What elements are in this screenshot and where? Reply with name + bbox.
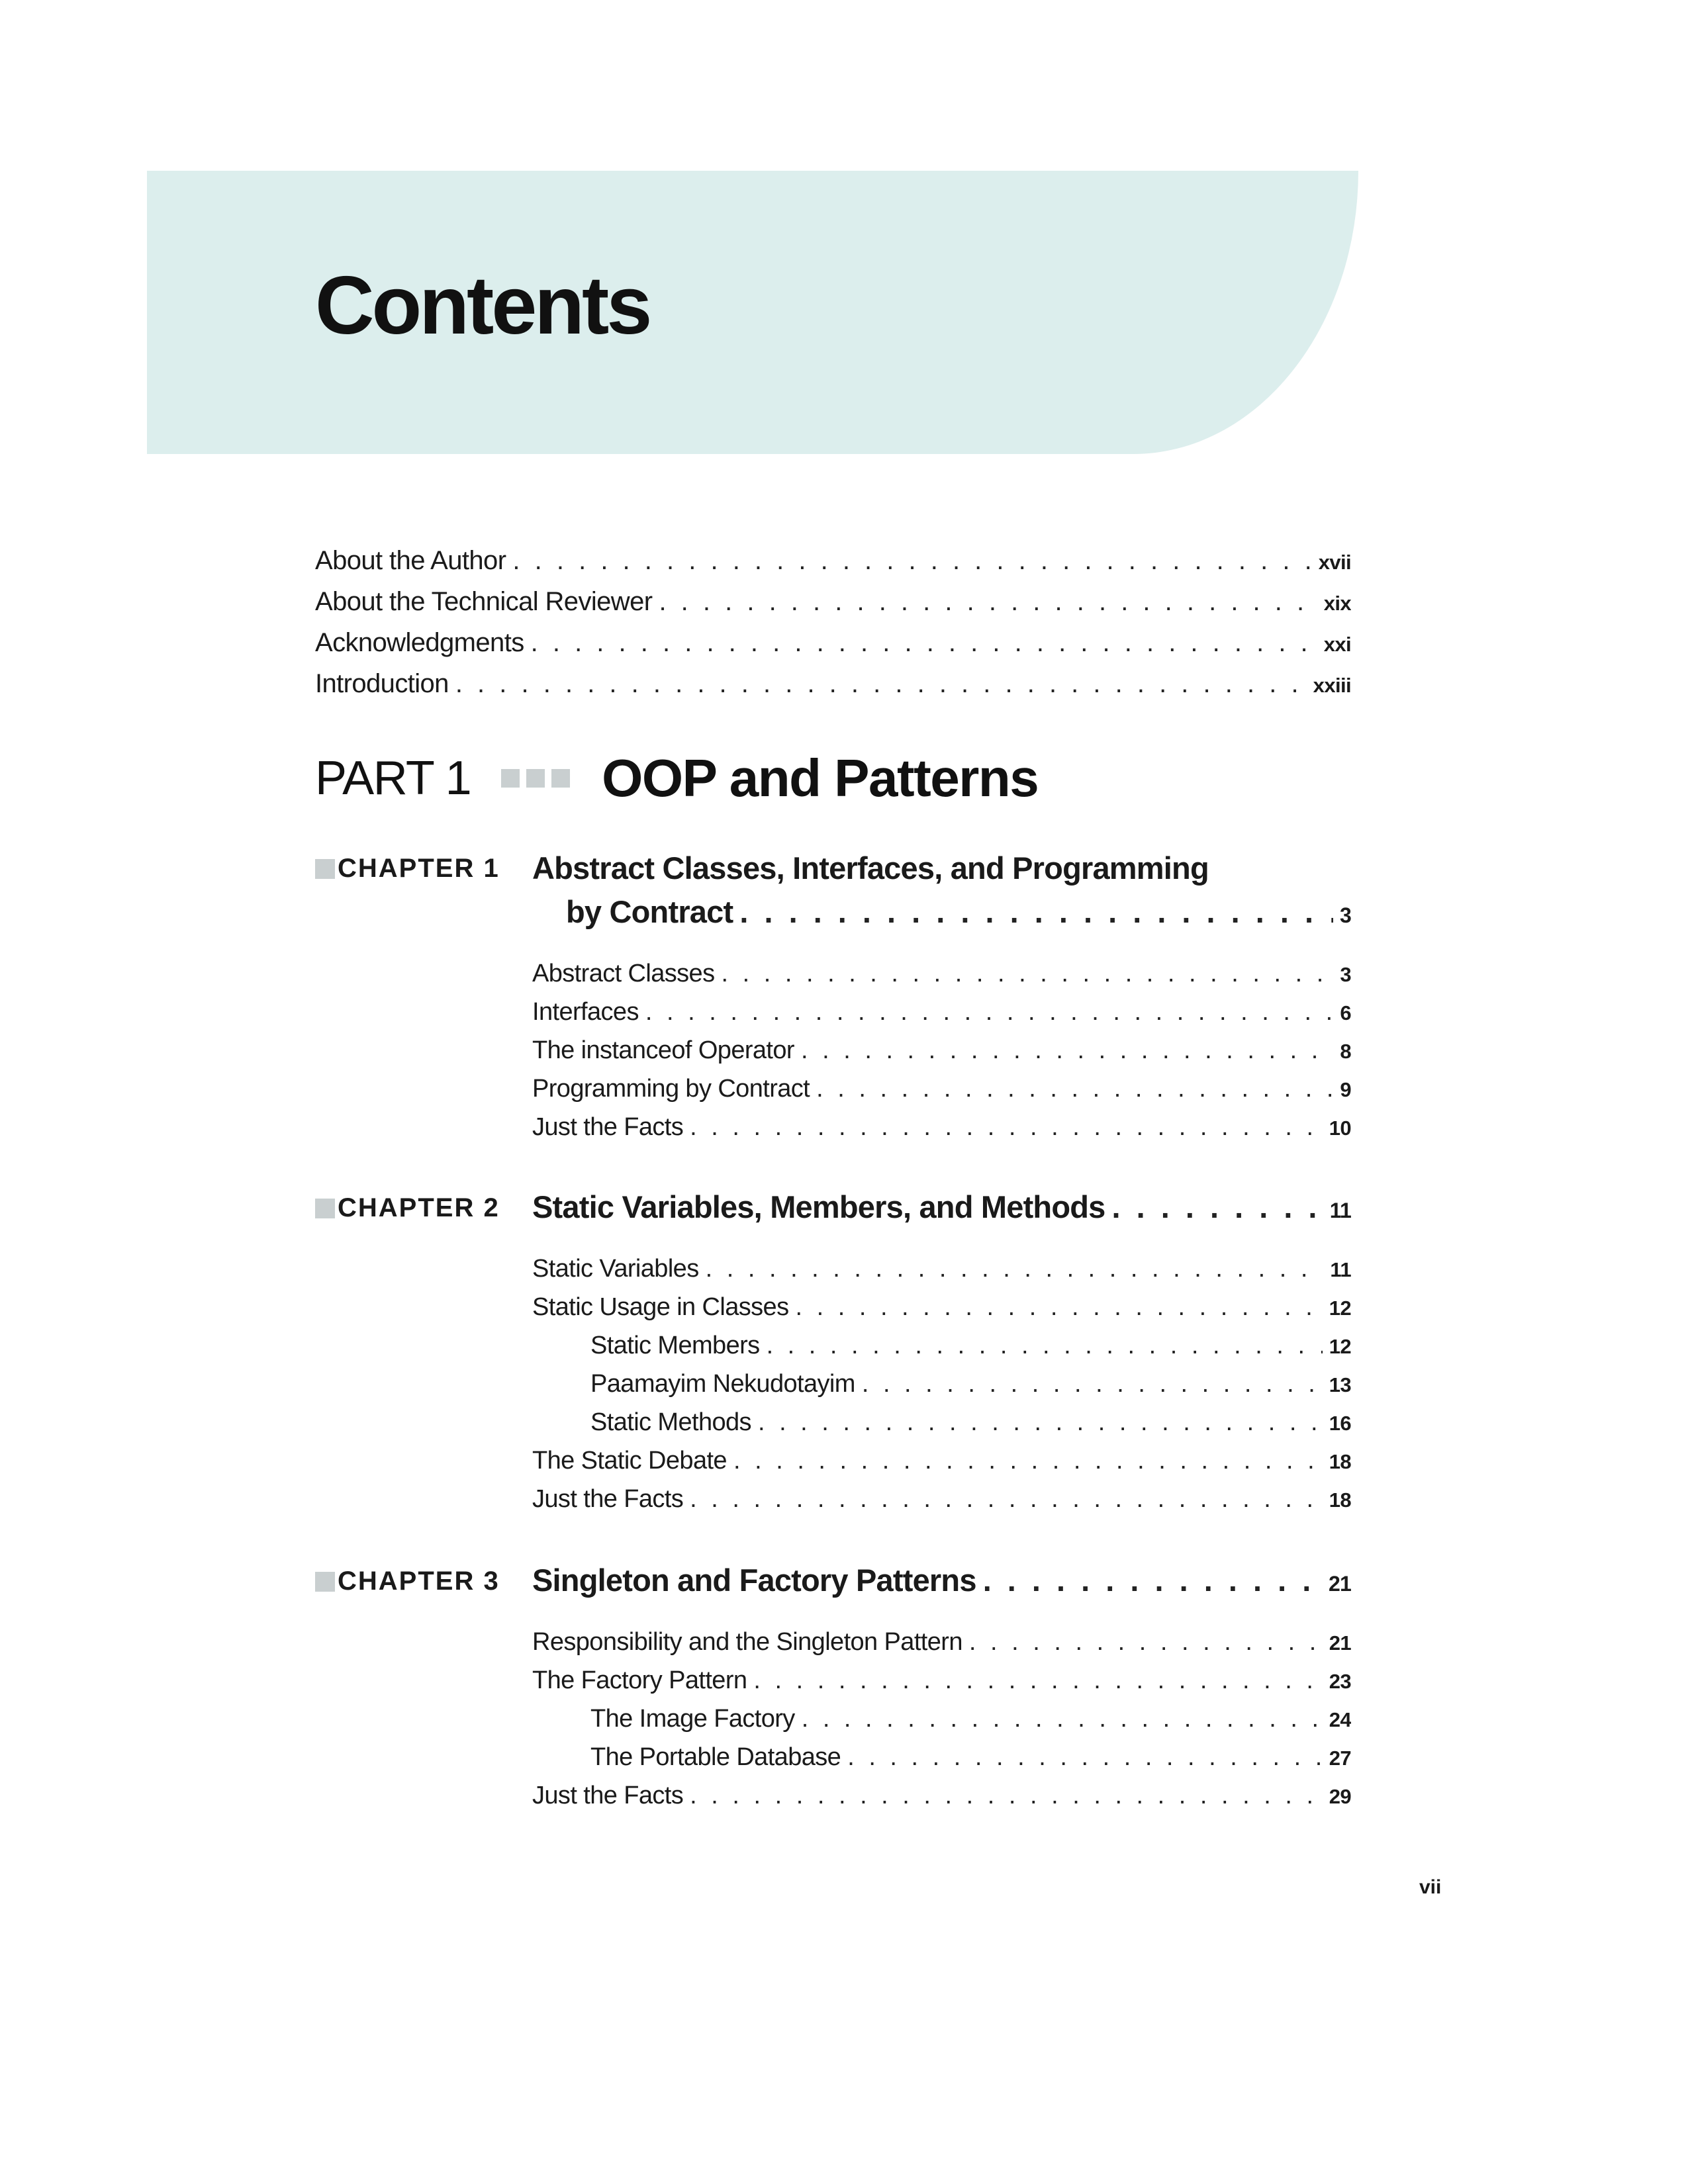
subsection-title: Static Members bbox=[590, 1332, 760, 1359]
toc-entry-page: xxi bbox=[1323, 633, 1351, 656]
dot-leader bbox=[531, 628, 1317, 658]
toc-section[interactable] bbox=[532, 1485, 1351, 1514]
chapter-page: 3 bbox=[1340, 903, 1351, 927]
toc-section[interactable] bbox=[532, 1036, 1351, 1065]
dot-leader bbox=[690, 1113, 1323, 1142]
dot-leader bbox=[659, 587, 1317, 617]
chapter-title-continued[interactable] bbox=[566, 893, 1351, 930]
dot-leader bbox=[969, 1628, 1323, 1657]
subsection-page: 27 bbox=[1329, 1747, 1351, 1770]
toc-section[interactable] bbox=[532, 1293, 1351, 1322]
dot-leader bbox=[739, 893, 1333, 930]
toc-section[interactable] bbox=[532, 1113, 1351, 1142]
part-label: PART 1 bbox=[315, 752, 471, 805]
part-heading[interactable] bbox=[315, 748, 1038, 809]
dot-leader bbox=[645, 998, 1333, 1026]
subsection-page: 12 bbox=[1329, 1335, 1351, 1358]
toc-entry-page: xxiii bbox=[1313, 674, 1351, 697]
dot-leader bbox=[706, 1255, 1324, 1283]
toc-subsection[interactable] bbox=[590, 1408, 1351, 1437]
section-title: Just the Facts bbox=[532, 1113, 684, 1141]
section-page: 10 bbox=[1329, 1116, 1351, 1140]
toc-section[interactable] bbox=[532, 1447, 1351, 1475]
chapter-label-text: CHAPTER 1 bbox=[338, 854, 500, 883]
section-page: 3 bbox=[1340, 963, 1351, 986]
section-page: 9 bbox=[1340, 1078, 1351, 1101]
toc-entry-label: Introduction bbox=[315, 669, 449, 698]
subsection-title: Paamayim Nekudotayim bbox=[590, 1370, 855, 1398]
section-title: Just the Facts bbox=[532, 1782, 684, 1809]
dot-leader bbox=[862, 1370, 1323, 1398]
chapter-page: 11 bbox=[1329, 1199, 1351, 1222]
section-title: The Static Debate bbox=[532, 1447, 727, 1475]
dot-leader bbox=[753, 1666, 1322, 1695]
toc-entry[interactable] bbox=[315, 546, 1351, 576]
dot-leader bbox=[795, 1293, 1322, 1322]
section-title: The Factory Pattern bbox=[532, 1666, 747, 1694]
dot-leader bbox=[767, 1332, 1323, 1360]
dot-leader bbox=[1112, 1189, 1323, 1225]
chapter-label-text: CHAPTER 2 bbox=[338, 1193, 500, 1222]
dot-leader bbox=[802, 1705, 1323, 1733]
section-title: Programming by Contract bbox=[532, 1075, 810, 1103]
section-page: 6 bbox=[1340, 1001, 1351, 1024]
section-title: The instanceof Operator bbox=[532, 1036, 794, 1064]
subsection-page: 24 bbox=[1329, 1708, 1351, 1731]
dot-leader bbox=[690, 1782, 1323, 1810]
chapter-title[interactable] bbox=[532, 1562, 1351, 1598]
chapter-label bbox=[315, 1193, 500, 1223]
dot-leader bbox=[801, 1036, 1333, 1065]
dot-leader bbox=[690, 1485, 1323, 1514]
chapter-title-text: Singleton and Factory Patterns bbox=[532, 1563, 976, 1598]
toc-entry[interactable] bbox=[315, 628, 1351, 658]
toc-section[interactable] bbox=[532, 1666, 1351, 1695]
toc-entry-label: About the Technical Reviewer bbox=[315, 587, 653, 616]
dot-leader bbox=[816, 1075, 1333, 1103]
page-title: Contents bbox=[315, 260, 650, 351]
section-page: 18 bbox=[1329, 1450, 1351, 1473]
toc-section[interactable] bbox=[532, 1075, 1351, 1103]
chapter-marker-icon bbox=[315, 859, 335, 879]
chapter-label-text: CHAPTER 3 bbox=[338, 1567, 500, 1596]
chapter-title-line2: by Contract bbox=[566, 894, 733, 929]
toc-section[interactable] bbox=[532, 998, 1351, 1026]
subsection-page: 13 bbox=[1329, 1373, 1351, 1396]
toc-section[interactable] bbox=[532, 960, 1351, 988]
subsection-title: The Portable Database bbox=[590, 1743, 841, 1771]
toc-entry-label: Acknowledgments bbox=[315, 628, 524, 657]
toc-section[interactable] bbox=[532, 1255, 1351, 1283]
section-title: Abstract Classes bbox=[532, 960, 715, 987]
chapter-marker-icon bbox=[315, 1199, 335, 1218]
page-number: vii bbox=[1419, 1876, 1442, 1898]
section-title: Interfaces bbox=[532, 998, 639, 1026]
chapter-title-text: Static Variables, Members, and Methods bbox=[532, 1189, 1105, 1224]
section-page: 21 bbox=[1329, 1631, 1351, 1655]
toc-entry-page: xvii bbox=[1318, 551, 1351, 574]
dot-leader bbox=[722, 960, 1334, 988]
dot-leader bbox=[733, 1447, 1323, 1475]
dot-leader bbox=[512, 546, 1311, 576]
toc-entry[interactable] bbox=[315, 669, 1351, 699]
chapter-title[interactable]: Abstract Classes, Interfaces, and Programming bbox=[532, 850, 1209, 886]
section-title: Static Variables bbox=[532, 1255, 699, 1283]
subsection-page: 16 bbox=[1329, 1412, 1351, 1435]
section-page: 11 bbox=[1330, 1258, 1351, 1281]
part-title: OOP and Patterns bbox=[602, 749, 1039, 807]
section-title: Static Usage in Classes bbox=[532, 1293, 789, 1321]
chapter-title[interactable] bbox=[532, 1189, 1351, 1225]
section-page: 8 bbox=[1340, 1040, 1351, 1063]
chapter-label bbox=[315, 854, 500, 884]
dot-leader bbox=[983, 1562, 1322, 1598]
section-page: 29 bbox=[1329, 1785, 1351, 1808]
dot-leader bbox=[758, 1408, 1323, 1437]
toc-section[interactable] bbox=[532, 1782, 1351, 1810]
chapter-label bbox=[315, 1567, 500, 1596]
subsection-title: Static Methods bbox=[590, 1408, 751, 1436]
toc-subsection[interactable] bbox=[590, 1370, 1351, 1398]
chapter-page: 21 bbox=[1329, 1572, 1351, 1596]
toc-entry[interactable] bbox=[315, 587, 1351, 617]
section-title: Responsibility and the Singleton Pattern bbox=[532, 1628, 962, 1656]
part-ornament-icon bbox=[501, 769, 577, 788]
chapter-marker-icon bbox=[315, 1572, 335, 1592]
toc-entry-label: About the Author bbox=[315, 546, 506, 575]
dot-leader bbox=[455, 669, 1307, 699]
section-page: 18 bbox=[1329, 1488, 1351, 1512]
toc-entry-page: xix bbox=[1323, 592, 1351, 615]
toc-section[interactable] bbox=[532, 1628, 1351, 1657]
toc-subsection[interactable] bbox=[590, 1705, 1351, 1733]
section-page: 12 bbox=[1329, 1297, 1351, 1320]
subsection-title: The Image Factory bbox=[590, 1705, 795, 1733]
toc-subsection[interactable] bbox=[590, 1332, 1351, 1360]
toc-subsection[interactable] bbox=[590, 1743, 1351, 1772]
section-page: 23 bbox=[1329, 1670, 1351, 1693]
section-title: Just the Facts bbox=[532, 1485, 684, 1513]
dot-leader bbox=[847, 1743, 1323, 1772]
